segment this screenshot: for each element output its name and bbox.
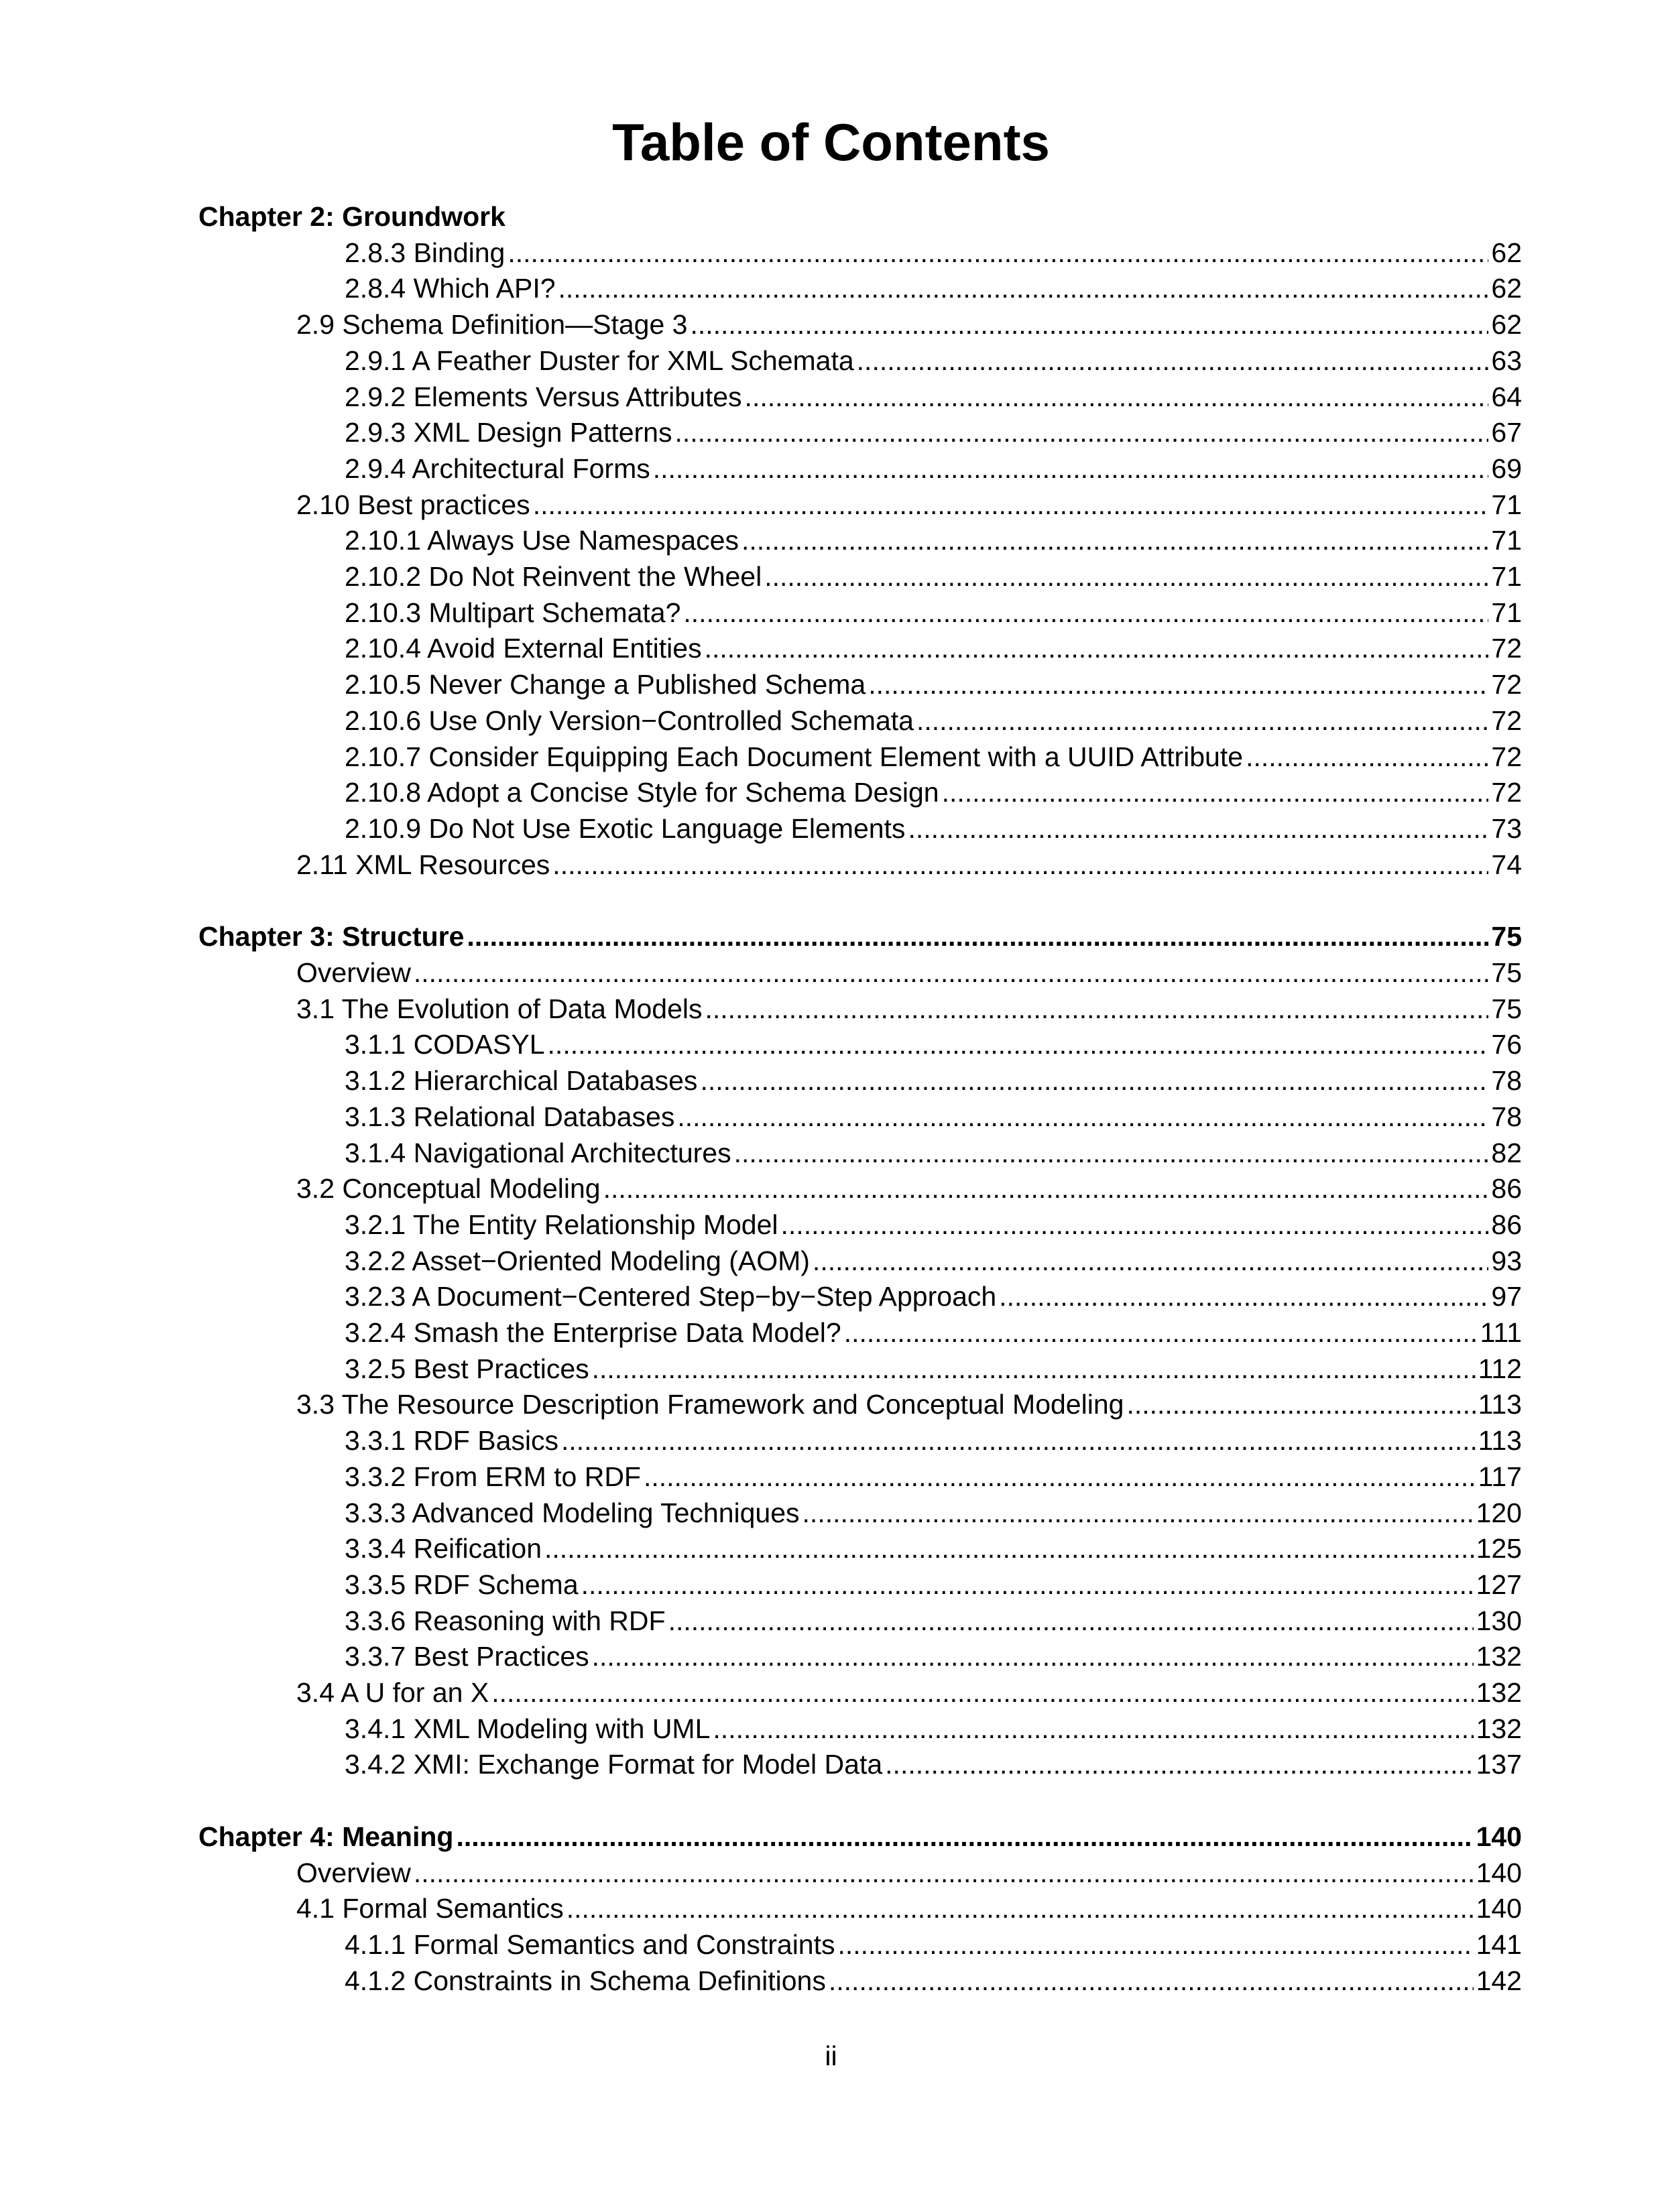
toc-entry-label: 3.1.4 Navigational Architectures [345, 1138, 731, 1168]
toc-entry[interactable] [296, 1674, 1522, 1711]
toc-entry[interactable] [345, 379, 1522, 415]
toc-entry-label: 3.2.3 A Document−Centered Step−by−Step Approach [345, 1281, 997, 1312]
dot-leader [508, 235, 1488, 271]
dot-leader [1246, 739, 1488, 775]
toc-entry[interactable] [345, 739, 1522, 775]
toc-entry-label: 2.10 Best practices [296, 489, 530, 520]
dot-leader [603, 1170, 1489, 1207]
toc-entry-label: Overview [296, 957, 411, 988]
toc-entry-label: 2.9.3 XML Design Patterns [345, 417, 672, 448]
toc-entry-label: 2.10.1 Always Use Namespaces [345, 525, 739, 556]
toc-entry[interactable] [296, 1170, 1522, 1207]
dot-leader [552, 847, 1488, 883]
dot-leader [491, 1674, 1473, 1711]
toc-entry-label: 2.9.4 Architectural Forms [345, 453, 650, 484]
dot-leader [1126, 1386, 1475, 1422]
toc-entry-label: 3.2.5 Best Practices [345, 1353, 589, 1384]
toc-entry-label: 2.11 XML Resources [296, 849, 550, 880]
toc-entry[interactable] [345, 630, 1522, 666]
dot-leader [677, 1099, 1488, 1135]
toc-entry-page: 140 [1476, 1857, 1522, 1888]
toc-entry-label: 2.10.5 Never Change a Published Schema [345, 669, 866, 700]
toc-entry[interactable] [345, 1351, 1522, 1387]
dot-leader [592, 1638, 1474, 1674]
toc-entry-label: 3.2.1 The Entity Relationship Model [345, 1209, 778, 1240]
chapter-heading-page: 140 [1476, 1821, 1522, 1852]
toc-entry-page: 72 [1491, 741, 1522, 772]
toc-entry[interactable] [345, 1278, 1522, 1314]
dot-leader [668, 1603, 1474, 1639]
toc-entry-page: 111 [1480, 1317, 1522, 1348]
toc-entry-label: 3.4.2 XMI: Exchange Format for Model Data [345, 1749, 883, 1780]
chapter-heading-label: Chapter 2: Groundwork [198, 201, 506, 232]
dot-leader [745, 379, 1489, 415]
toc-entry-label: 3.2 Conceptual Modeling [296, 1173, 601, 1204]
dot-leader [781, 1207, 1489, 1243]
toc-entry[interactable] [345, 1603, 1522, 1639]
dot-leader [844, 1314, 1478, 1351]
toc-entry-page: 130 [1476, 1605, 1522, 1636]
toc-entry[interactable] [345, 774, 1522, 810]
toc-entry[interactable] [345, 1495, 1522, 1531]
toc-entry-page: 78 [1491, 1101, 1522, 1132]
toc-entry[interactable] [345, 235, 1522, 271]
toc-entry[interactable] [345, 343, 1522, 379]
dot-leader [592, 1351, 1476, 1387]
toc-entry[interactable] [345, 1530, 1522, 1566]
chapter-heading[interactable] [198, 1819, 1522, 1855]
dot-leader [653, 450, 1489, 487]
toc-entry[interactable] [345, 1926, 1522, 1963]
toc-entry[interactable] [345, 1746, 1522, 1782]
dot-leader [456, 1819, 1473, 1855]
toc-entry-label: 3.1.3 Relational Databases [345, 1101, 675, 1132]
toc-entry-label: 2.10.9 Do Not Use Exotic Language Elements [345, 813, 906, 844]
toc-entry-label: 2.10.3 Multipart Schemata? [345, 597, 681, 628]
toc-entry[interactable] [296, 1386, 1522, 1422]
toc-entry[interactable] [345, 1963, 1522, 1999]
toc-entry-page: 78 [1491, 1065, 1522, 1096]
chapter-heading[interactable] [198, 198, 1522, 235]
dot-leader [644, 1459, 1476, 1495]
dot-leader [690, 306, 1488, 343]
toc-entry-page: 141 [1476, 1929, 1522, 1960]
toc-entry-label: 3.2.2 Asset−Oriented Modeling (AOM) [345, 1245, 810, 1276]
toc-entry-label: 2.10.4 Avoid External Entities [345, 633, 702, 664]
dot-leader [764, 558, 1488, 595]
toc-entry-label: 3.3.7 Best Practices [345, 1641, 589, 1672]
toc-entry[interactable] [345, 810, 1522, 847]
toc-entry-page: 67 [1491, 417, 1522, 448]
toc-entry-page: 62 [1491, 273, 1522, 304]
dot-leader [700, 1062, 1488, 1099]
toc-entry-label: 3.3.3 Advanced Modeling Techniques [345, 1497, 800, 1528]
dot-leader [857, 343, 1489, 379]
dot-leader [414, 1855, 1474, 1891]
toc-entry[interactable] [296, 847, 1522, 883]
dot-leader [558, 270, 1489, 306]
toc-entry-label: 3.4.1 XML Modeling with UML [345, 1713, 711, 1744]
toc-entry[interactable] [345, 450, 1522, 487]
dot-leader [885, 1746, 1473, 1782]
toc-entry-label: 2.9.2 Elements Versus Attributes [345, 381, 742, 412]
toc-entry-label: 3.3 The Resource Description Framework and Conceptual Modeling [296, 1389, 1124, 1420]
toc-entry-page: 132 [1476, 1677, 1522, 1708]
toc-entry[interactable] [345, 1062, 1522, 1099]
toc-entry-label: 4.1 Formal Semantics [296, 1893, 564, 1924]
dot-leader [674, 414, 1488, 450]
toc-entry[interactable] [345, 1638, 1522, 1674]
toc-entry[interactable] [296, 1855, 1522, 1891]
toc-entry-page: 73 [1491, 813, 1522, 844]
toc-entry-page: 113 [1478, 1425, 1522, 1456]
dot-leader [683, 595, 1488, 631]
chapter-heading-page: 75 [1491, 921, 1522, 952]
toc-entry-page: 71 [1491, 525, 1522, 556]
toc-entry-page: 64 [1491, 381, 1522, 412]
toc-entry-page: 112 [1478, 1353, 1522, 1384]
toc-entry-page: 142 [1476, 1965, 1522, 1996]
toc-entry-label: 4.1.2 Constraints in Schema Definitions [345, 1965, 826, 1996]
toc-entry-page: 82 [1491, 1138, 1522, 1168]
dot-leader [705, 991, 1489, 1027]
toc-entry-page: 132 [1476, 1713, 1522, 1744]
page-number: ii [825, 2040, 837, 2071]
dot-leader [999, 1278, 1488, 1314]
dot-leader [741, 522, 1488, 558]
dot-leader [942, 774, 1489, 810]
toc-entry[interactable] [296, 306, 1522, 343]
dot-leader [734, 1135, 1489, 1171]
toc-entry-label: 4.1.1 Formal Semantics and Constraints [345, 1929, 835, 1960]
toc-entry-label: 3.2.4 Smash the Enterprise Data Model? [345, 1317, 841, 1348]
toc-entry[interactable] [296, 991, 1522, 1027]
toc-entry[interactable] [345, 1135, 1522, 1171]
toc-entry[interactable] [345, 1314, 1522, 1351]
toc-entry-page: 140 [1476, 1893, 1522, 1924]
toc-entry-label: 2.10.2 Do Not Reinvent the Wheel [345, 561, 762, 592]
toc-entry-page: 74 [1491, 849, 1522, 880]
toc-entry[interactable] [296, 1890, 1522, 1926]
page-title: Table of Contents [612, 113, 1050, 172]
toc-entry-label: 3.1.2 Hierarchical Databases [345, 1065, 698, 1096]
dot-leader [567, 1890, 1474, 1926]
toc-entry-page: 93 [1491, 1245, 1522, 1276]
toc-entry-page: 125 [1476, 1533, 1522, 1564]
toc-entry-page: 71 [1491, 489, 1522, 520]
toc-entry-page: 117 [1478, 1461, 1522, 1492]
toc-entry-label: 2.10.6 Use Only Version−Controlled Schemata [345, 705, 914, 736]
toc-entry-label: 2.10.8 Adopt a Concise Style for Schema Design [345, 777, 939, 808]
dot-leader [467, 918, 1488, 955]
toc-entry[interactable] [345, 1099, 1522, 1135]
dot-leader [533, 487, 1489, 523]
dot-leader [548, 1026, 1489, 1062]
toc-entry-page: 71 [1491, 597, 1522, 628]
toc-entry-page: 62 [1491, 237, 1522, 268]
toc-entry[interactable] [345, 595, 1522, 631]
toc-entry-page: 86 [1491, 1173, 1522, 1204]
dot-leader [803, 1495, 1474, 1531]
toc-entry[interactable] [345, 558, 1522, 595]
toc-entry[interactable] [345, 1243, 1522, 1279]
toc-entry-label: 2.10.7 Consider Equipping Each Document Element with a UUID Attribute [345, 741, 1244, 772]
toc-entry-label: 2.8.3 Binding [345, 237, 506, 268]
dot-leader [414, 955, 1489, 991]
toc-entry-page: 63 [1491, 345, 1522, 376]
toc-entry-page: 72 [1491, 633, 1522, 664]
toc-entry-page: 113 [1478, 1389, 1522, 1420]
toc-entry-page: 97 [1491, 1281, 1522, 1312]
toc-entry[interactable] [345, 414, 1522, 450]
chapter-heading-label: Chapter 4: Meaning [198, 1821, 454, 1852]
chapter-heading-label: Chapter 3: Structure [198, 921, 465, 952]
toc-entry-label: 3.1.1 CODASYL [345, 1029, 545, 1060]
dot-leader [544, 1530, 1474, 1566]
dot-leader [561, 1422, 1476, 1459]
dot-leader [868, 666, 1488, 702]
chapter-heading[interactable] [198, 918, 1522, 955]
toc-entry-page: 76 [1491, 1029, 1522, 1060]
toc-entry[interactable] [345, 702, 1522, 739]
toc-entry-page: 72 [1491, 705, 1522, 736]
toc-entry-label: 3.1 The Evolution of Data Models [296, 993, 703, 1024]
toc-entry-page: 86 [1491, 1209, 1522, 1240]
toc-entry[interactable] [345, 1422, 1522, 1459]
toc-entry[interactable] [345, 1711, 1522, 1747]
toc-entry-label: 3.3.1 RDF Basics [345, 1425, 558, 1456]
toc-entry-label: 2.9 Schema Definition—Stage 3 [296, 309, 688, 340]
toc-entry-label: 3.3.6 Reasoning with RDF [345, 1605, 666, 1636]
toc-entry-page: 75 [1491, 993, 1522, 1024]
dot-leader [829, 1963, 1474, 1999]
toc-entry-label: 3.3.2 From ERM to RDF [345, 1461, 641, 1492]
toc-entry[interactable] [345, 666, 1522, 702]
toc-entry-page: 137 [1476, 1749, 1522, 1780]
toc-entry-page: 62 [1491, 309, 1522, 340]
toc-entry-page: 120 [1476, 1497, 1522, 1528]
toc-entry-label: 3.4 A U for an X [296, 1677, 489, 1708]
dot-leader [713, 1711, 1473, 1747]
toc-entry[interactable] [345, 522, 1522, 558]
toc-entry-page: 72 [1491, 669, 1522, 700]
toc-entry-page: 132 [1476, 1641, 1522, 1672]
toc-entry-page: 72 [1491, 777, 1522, 808]
toc-entry-label: 3.3.4 Reification [345, 1533, 542, 1564]
toc-entry-page: 75 [1491, 957, 1522, 988]
toc-entry[interactable] [345, 270, 1522, 306]
dot-leader [916, 702, 1488, 739]
dot-leader [705, 630, 1489, 666]
toc-entry[interactable] [345, 1026, 1522, 1062]
toc-entry-label: 3.3.5 RDF Schema [345, 1569, 579, 1600]
dot-leader [581, 1566, 1474, 1603]
toc-entry-label: Overview [296, 1857, 411, 1888]
toc-entry[interactable] [345, 1459, 1522, 1495]
toc-entry-page: 127 [1476, 1569, 1522, 1600]
toc-entry-label: 2.9.1 A Feather Duster for XML Schemata [345, 345, 854, 376]
toc-entry[interactable] [296, 487, 1522, 523]
dot-leader [838, 1926, 1474, 1963]
toc-entry[interactable] [296, 955, 1522, 991]
dot-leader [908, 810, 1488, 847]
toc-entry-label: 2.8.4 Which API? [345, 273, 556, 304]
toc-entry-page: 71 [1491, 561, 1522, 592]
toc-entry-page: 69 [1491, 453, 1522, 484]
toc-entry[interactable] [345, 1207, 1522, 1243]
toc-entry[interactable] [345, 1566, 1522, 1603]
dot-leader [813, 1243, 1488, 1279]
